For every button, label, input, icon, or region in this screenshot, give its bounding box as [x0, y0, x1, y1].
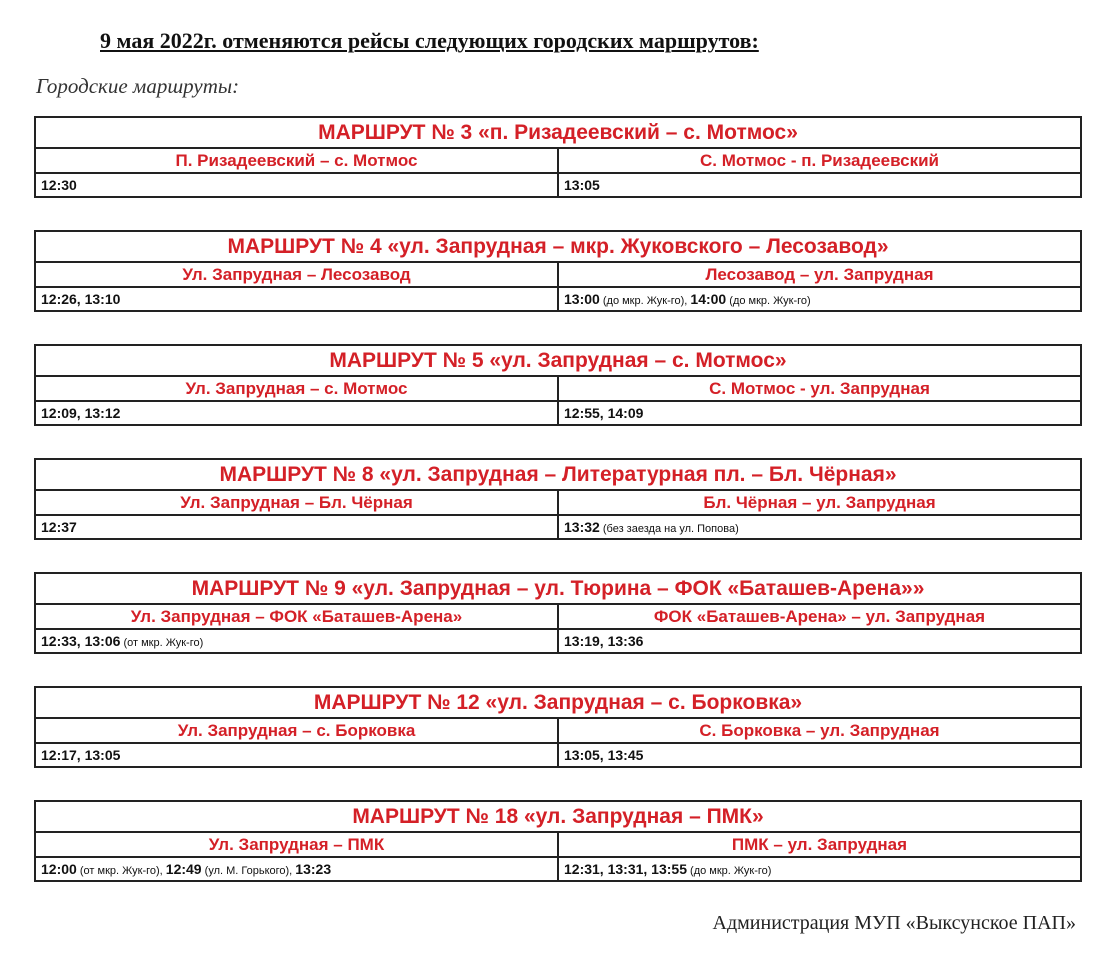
times-return — [557, 174, 1080, 196]
route-table — [34, 344, 1082, 426]
times-forward — [36, 858, 557, 880]
route-table — [34, 230, 1082, 312]
route-table — [34, 572, 1082, 654]
route-title: МАРШРУТ № 3 «п. Ризадеевский – с. Мотмос» — [36, 118, 1080, 149]
departure-time: 12:00 — [41, 861, 77, 877]
route-title: МАРШРУТ № 5 «ул. Запрудная – с. Мотмос» — [36, 346, 1080, 377]
departure-time: 12:31, 13:31, 13:55 — [564, 861, 687, 877]
times-row — [36, 402, 1080, 424]
times-forward — [36, 516, 557, 538]
departure-time: 12:09, 13:12 — [41, 405, 121, 421]
direction-row — [36, 605, 1080, 630]
departure-note: (от мкр. Жук-го) — [120, 637, 204, 649]
departure-time: 12:49 — [165, 861, 202, 877]
times-return — [557, 288, 1080, 310]
direction-return: С. Борковка – ул. Запрудная — [557, 719, 1080, 742]
departure-note: (ул. М. Горького), — [201, 865, 296, 877]
departure-time: 12:26, 13:10 — [41, 291, 121, 307]
departure-time: 12:33, 13:06 — [41, 633, 121, 649]
times-return — [557, 630, 1080, 652]
departure-time: 12:55, 14:09 — [564, 405, 644, 421]
direction-return: ФОК «Баташев-Арена» – ул. Запрудная — [557, 605, 1080, 628]
departure-time: 13:05 — [564, 177, 600, 193]
direction-forward: Ул. Запрудная – ПМК — [208, 835, 385, 854]
direction-forward: Ул. Запрудная – с. Борковка — [177, 721, 416, 740]
route-title: МАРШРУТ № 18 «ул. Запрудная – ПМК» — [36, 802, 1080, 833]
departure-time: 12:17, 13:05 — [41, 747, 121, 763]
route-table — [34, 686, 1082, 768]
times-return — [557, 402, 1080, 424]
direction-row — [36, 377, 1080, 402]
route-table — [34, 458, 1082, 540]
route-title: МАРШРУТ № 8 «ул. Запрудная – Литературная пл. – Бл. Чёрная» — [36, 460, 1080, 491]
departure-time: 12:37 — [41, 519, 77, 535]
times-forward — [36, 174, 557, 196]
departure-time: 13:32 — [564, 519, 600, 535]
direction-return: ПМК – ул. Запрудная — [557, 833, 1080, 856]
direction-row — [36, 263, 1080, 288]
route-title: МАРШРУТ № 9 «ул. Запрудная – ул. Тюрина – ФОК «Баташев-Арена»» — [36, 574, 1080, 605]
direction-forward: Ул. Запрудная – Бл. Чёрная — [180, 493, 413, 512]
times-row — [36, 744, 1080, 766]
departure-time: 12:30 — [41, 177, 77, 193]
departure-time: 13:05, 13:45 — [564, 747, 644, 763]
direction-return: Лесозавод – ул. Запрудная — [557, 263, 1080, 286]
departure-note: (до мкр. Жук-го) — [686, 865, 772, 877]
departure-note: (без заезда на ул. Попова) — [599, 523, 739, 535]
direction-forward: Ул. Запрудная – с. Мотмос — [185, 379, 408, 398]
times-forward — [36, 288, 557, 310]
direction-return: Бл. Чёрная – ул. Запрудная — [557, 491, 1080, 514]
times-forward — [36, 402, 557, 424]
departure-note: (от мкр. Жук-го), — [76, 865, 166, 877]
direction-forward: Ул. Запрудная – Лесозавод — [182, 265, 411, 284]
route-title: МАРШРУТ № 4 «ул. Запрудная – мкр. Жуковского – Лесозавод» — [36, 232, 1080, 263]
times-return — [557, 744, 1080, 766]
direction-forward: Ул. Запрудная – ФОК «Баташев-Арена» — [130, 607, 463, 626]
times-row — [36, 174, 1080, 196]
direction-row — [36, 491, 1080, 516]
departure-time: 14:00 — [690, 291, 727, 307]
departure-time: 13:00 — [564, 291, 600, 307]
direction-return: С. Мотмос - п. Ризадеевский — [557, 149, 1080, 172]
departure-note: (до мкр. Жук-го), — [599, 295, 691, 307]
direction-forward: П. Ризадеевский – с. Мотмос — [175, 151, 418, 170]
times-forward — [36, 630, 557, 652]
departure-time: 13:19, 13:36 — [564, 633, 644, 649]
times-row — [36, 858, 1080, 880]
section-subtitle: Городские маршруты: — [36, 74, 240, 98]
departure-time: 13:23 — [295, 861, 332, 877]
direction-row — [36, 719, 1080, 744]
times-row — [36, 288, 1080, 310]
route-table — [34, 116, 1082, 198]
times-row — [36, 516, 1080, 538]
times-forward — [36, 744, 557, 766]
times-return — [557, 516, 1080, 538]
times-return — [557, 858, 1080, 880]
direction-row — [36, 833, 1080, 858]
departure-note: (до мкр. Жук-го) — [726, 295, 811, 307]
direction-row — [36, 149, 1080, 174]
times-row — [36, 630, 1080, 652]
page-title: 9 мая 2022г. отменяются рейсы следующих городских маршрутов: — [100, 28, 759, 53]
route-title: МАРШРУТ № 12 «ул. Запрудная – с. Борковка» — [36, 688, 1080, 719]
route-table — [34, 800, 1082, 882]
footer-signature: Администрация МУП «Выксунское ПАП» — [712, 912, 1076, 934]
direction-return: С. Мотмос - ул. Запрудная — [557, 377, 1080, 400]
